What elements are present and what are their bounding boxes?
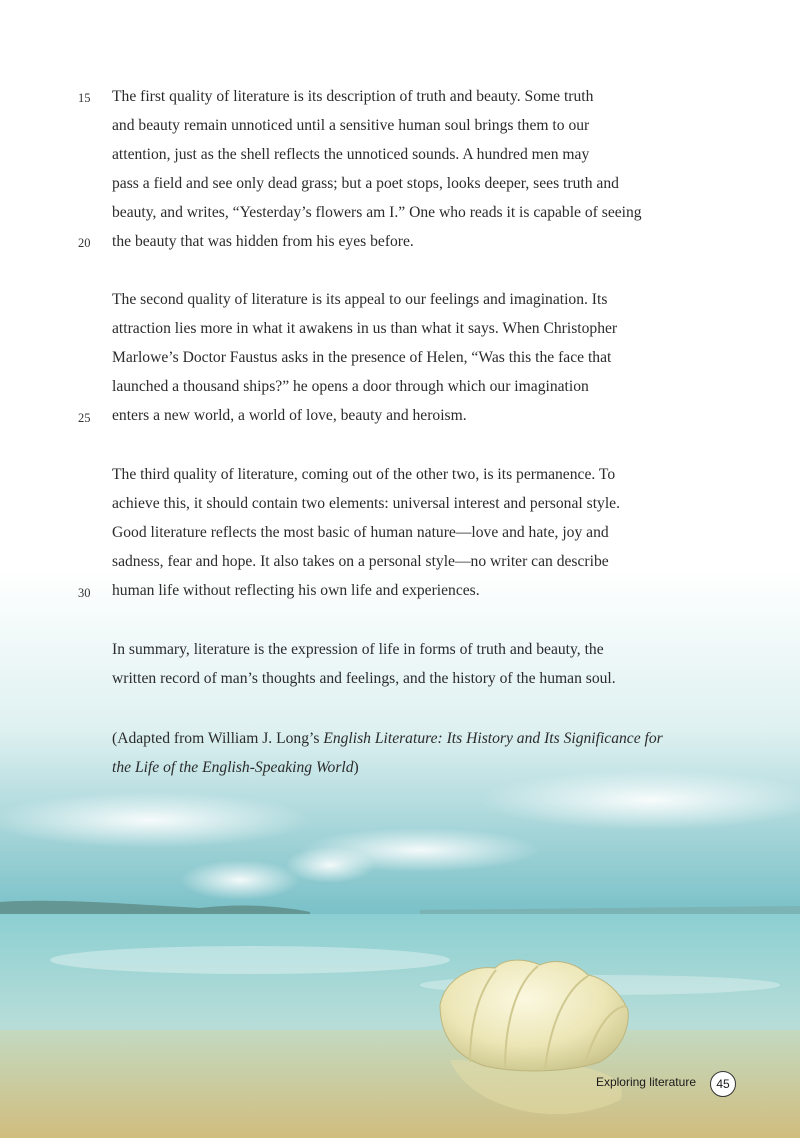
- citation-line: [112, 758, 692, 778]
- text-line: Marlowe’s Doctor Faustus asks in the presence of Helen, “Was this the face that: [112, 349, 612, 366]
- line-number-30: 30: [78, 586, 91, 600]
- line-number-25: 25: [78, 411, 91, 425]
- text-line: enters a new world, a world of love, beauty and heroism.: [112, 407, 467, 424]
- text-line: pass a field and see only dead grass; but a poet stops, looks deeper, sees truth and: [112, 175, 619, 192]
- text-line: and beauty remain unnoticed until a sensitive human soul brings them to our: [112, 117, 590, 134]
- text-line: the beauty that was hidden from his eyes before.: [112, 233, 414, 250]
- text-line: beauty, and writes, “Yesterday’s flowers am I.” One who reads it is capable of seeing: [112, 204, 642, 221]
- text-line: written record of man’s thoughts and feelings, and the history of the human soul.: [112, 670, 616, 687]
- text-line: In summary, literature is the expression of life in forms of truth and beauty, the: [112, 641, 604, 658]
- text-line: launched a thousand ships?” he opens a door through which our imagination: [112, 378, 589, 395]
- text-line: The third quality of literature, coming out of the other two, is its permanence. To: [112, 466, 616, 483]
- citation-title: English Literature: Its History and Its Significance for: [323, 730, 663, 747]
- text-line: attention, just as the shell reflects the unnoticed sounds. A hundred men may: [112, 146, 590, 163]
- citation-suffix: ): [353, 759, 359, 776]
- citation-line: [112, 729, 692, 749]
- text-line: human life without reflecting his own life and experiences.: [112, 582, 480, 599]
- citation-title: the Life of the English-Speaking World: [112, 759, 354, 776]
- text-line: The first quality of literature is its description of truth and beauty. Some truth: [112, 88, 594, 105]
- page-number: 45: [710, 1071, 736, 1097]
- text-line: sadness, fear and hope. It also takes on a personal style—no writer can describe: [112, 553, 609, 570]
- text-line: attraction lies more in what it awakens in us than what it says. When Christopher: [112, 320, 618, 337]
- text-line: The second quality of literature is its appeal to our feelings and imagination. Its: [112, 291, 608, 308]
- citation-prefix: (Adapted from William J. Long’s: [112, 730, 324, 747]
- line-number-20: 20: [78, 236, 91, 250]
- line-number-15: 15: [78, 91, 91, 105]
- footer-section-title: Exploring literature: [595, 1075, 696, 1089]
- text-line: achieve this, it should contain two elements: universal interest and personal style.: [112, 495, 620, 512]
- text-line: Good literature reflects the most basic of human nature—love and hate, joy and: [112, 524, 609, 541]
